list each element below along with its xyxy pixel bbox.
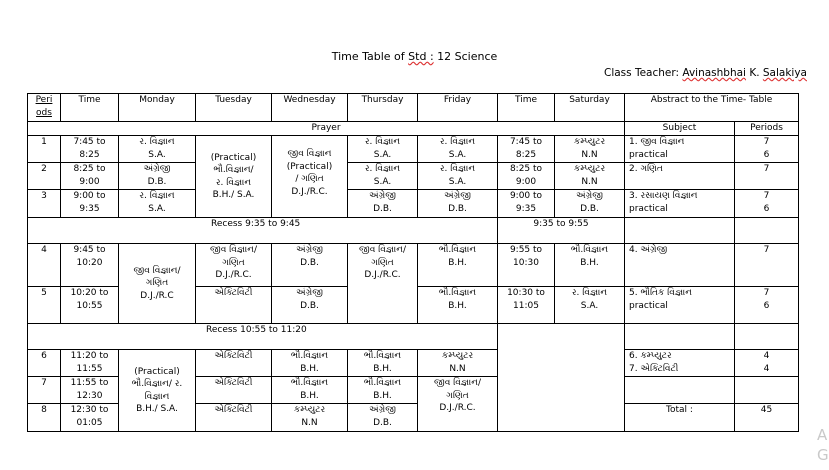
- abstract-empty: [625, 324, 735, 350]
- thursday-cell: અંગ્રેજી D.B.: [348, 190, 418, 218]
- saturday-time: 9:55 to 10:30: [498, 244, 555, 287]
- period-time: 8:25 to 9:00: [61, 163, 119, 190]
- friday-cell: અંગ્રેજી D.B.: [418, 190, 498, 218]
- abstract-subject: 4. અંગ્રેજી: [625, 244, 735, 287]
- abstract-empty: [735, 324, 799, 350]
- period-number: 7: [28, 377, 61, 404]
- header-time-saturday: Time: [498, 94, 555, 122]
- friday-cell: ભૌ.વિજ્ઞાન B.H.: [418, 244, 498, 287]
- abstract-empty: [735, 377, 799, 404]
- header-tuesday: Tuesday: [196, 94, 272, 122]
- tuesday-practical-cell: (Practical) ભૌ.વિજ્ઞાન/ ર. વિજ્ઞાન B.H./ S.A.: [196, 136, 272, 218]
- recess-saturday-label: 9:35 to 9:55: [498, 218, 625, 244]
- wednesday-cell: ભૌ.વિજ્ઞાન B.H.: [272, 350, 348, 377]
- header-time: Time: [61, 94, 119, 122]
- header-periods: Peri ods: [28, 94, 61, 122]
- period-time: 12:30 to 01:05: [61, 404, 119, 432]
- period-number: 1: [28, 136, 61, 163]
- tuesday-cell: એક્ટિવિટી: [196, 377, 272, 404]
- recess-label: Recess 9:35 to 9:45: [28, 218, 498, 244]
- page-title: Time Table of Std : 12 Science: [331, 50, 498, 63]
- saturday-time: 9:00 to 9:35: [498, 190, 555, 218]
- saturday-cell: કમ્પ્યુટર N.N: [555, 136, 625, 163]
- period-number: 6: [28, 350, 61, 377]
- prayer-cell: Prayer: [28, 122, 625, 136]
- saturday-cell: ર. વિજ્ઞાન S.A.: [555, 287, 625, 324]
- abstract-periods: 4 4: [735, 350, 799, 377]
- recess-row-1: [28, 218, 799, 244]
- friday-merged-cell: જીવ વિજ્ઞાન/ ગણિત D.J./R.C.: [418, 377, 498, 432]
- thursday-cell: ર. વિજ્ઞાન S.A.: [348, 163, 418, 190]
- wednesday-practical-cell: જીવ વિજ્ઞાન (Practical) / ગણિત D.J./R.C.: [272, 136, 348, 218]
- recess-row-2: [28, 324, 799, 350]
- monday-cell: ર. વિજ્ઞાન S.A.: [119, 190, 196, 218]
- header-friday: Friday: [418, 94, 498, 122]
- abstract-periods: 7: [735, 163, 799, 190]
- saturday-empty-block: [498, 324, 625, 432]
- subheader-periods: Periods: [735, 122, 799, 136]
- abstract-periods: 7 6: [735, 136, 799, 163]
- period-time: 11:20 to 11:55: [61, 350, 119, 377]
- period-number: 3: [28, 190, 61, 218]
- period-number: 4: [28, 244, 61, 287]
- header-monday: Monday: [119, 94, 196, 122]
- period-row-3: [28, 190, 799, 218]
- header-saturday: Saturday: [555, 94, 625, 122]
- saturday-cell: કમ્પ્યુટર N.N: [555, 163, 625, 190]
- saturday-time: 8:25 to 9:00: [498, 163, 555, 190]
- abstract-subject: 1. જીવ વિજ્ઞાન practical: [625, 136, 735, 163]
- period-row-1: [28, 136, 799, 163]
- wednesday-cell: અંગ્રેજી D.B.: [272, 244, 348, 287]
- period-number: 2: [28, 163, 61, 190]
- monday-cell: ર. વિજ્ઞાન S.A.: [119, 136, 196, 163]
- saturday-time: 10:30 to 11:05: [498, 287, 555, 324]
- wednesday-cell: ભૌ.વિજ્ઞાન B.H.: [272, 377, 348, 404]
- wednesday-cell: કમ્પ્યુટર N.N: [272, 404, 348, 432]
- total-value: 45: [735, 404, 799, 432]
- period-time: 11:55 to 12:30: [61, 377, 119, 404]
- period-time: 10:20 to 10:55: [61, 287, 119, 324]
- header-abstract: Abstract to the Time- Table: [625, 94, 799, 122]
- recess-label: Recess 10:55 to 11:20: [28, 324, 498, 350]
- tuesday-cell: એક્ટિવિટી: [196, 287, 272, 324]
- thursday-cell: ર. વિજ્ઞાન S.A.: [348, 136, 418, 163]
- thursday-cell: અંગ્રેજી D.B.: [348, 404, 418, 432]
- friday-cell: કમ્પ્યુટર N.N: [418, 350, 498, 377]
- abstract-subject: 5. ભૌતિક વિજ્ઞાન practical: [625, 287, 735, 324]
- total-label: Total :: [625, 404, 735, 432]
- tuesday-cell: એક્ટિવિટી: [196, 350, 272, 377]
- abstract-subject: 6. કમ્પ્યુટર 7. એક્ટિવિટી: [625, 350, 735, 377]
- prayer-row: [28, 122, 799, 136]
- abstract-subject: 3. રસાયણ વિજ્ઞાન practical: [625, 190, 735, 218]
- header-thursday: Thursday: [348, 94, 418, 122]
- abstract-subject: 2. ગણિત: [625, 163, 735, 190]
- period-time: 9:00 to 9:35: [61, 190, 119, 218]
- saturday-cell: ભૌ.વિજ્ઞાન B.H.: [555, 244, 625, 287]
- timetable: [27, 93, 799, 432]
- friday-cell: ભૌ.વિજ્ઞાન B.H.: [418, 287, 498, 324]
- abstract-periods: 7 6: [735, 190, 799, 218]
- abstract-periods: 7: [735, 244, 799, 287]
- friday-cell: ર. વિજ્ઞાન S.A.: [418, 136, 498, 163]
- abstract-empty: [625, 218, 735, 244]
- abstract-empty: [735, 218, 799, 244]
- thursday-cell: ભૌ.વિજ્ઞાન B.H.: [348, 377, 418, 404]
- tuesday-cell: જીવ વિજ્ઞાન/ ગણિત D.J./R.C.: [196, 244, 272, 287]
- period-row-6: [28, 350, 799, 377]
- friday-cell: ર. વિજ્ઞાન S.A.: [418, 163, 498, 190]
- class-teacher: Class Teacher: Avinashbhai K. Salakiya: [604, 67, 807, 79]
- monday-merged-cell: જીવ વિજ્ઞાન/ ગણિત D.J./R.C: [119, 244, 196, 324]
- period-number: 5: [28, 287, 61, 324]
- abstract-periods: 7 6: [735, 287, 799, 324]
- header-row: [28, 94, 799, 122]
- period-number: 8: [28, 404, 61, 432]
- monday-cell: અંગ્રેજી D.B.: [119, 163, 196, 190]
- period-time: 7:45 to 8:25: [61, 136, 119, 163]
- monday-practical-cell: (Practical) ભૌ.વિજ્ઞાન/ ર. વિજ્ઞાન B.H./ S.A.: [119, 350, 196, 432]
- tuesday-cell: એક્ટિવિટી: [196, 404, 272, 432]
- period-row-4: [28, 244, 799, 287]
- abstract-empty: [625, 377, 735, 404]
- period-time: 9:45 to 10:20: [61, 244, 119, 287]
- watermark: A G: [817, 426, 829, 464]
- thursday-merged-cell: જીવ વિજ્ઞાન/ ગણિત D.J./R.C.: [348, 244, 418, 324]
- thursday-cell: ભૌ.વિજ્ઞાન B.H.: [348, 350, 418, 377]
- header-wednesday: Wednesday: [272, 94, 348, 122]
- saturday-time: 7:45 to 8:25: [498, 136, 555, 163]
- wednesday-cell: અંગ્રેજી D.B.: [272, 287, 348, 324]
- saturday-cell: અંગ્રેજી D.B.: [555, 190, 625, 218]
- subheader-subject: Subject: [625, 122, 735, 136]
- period-row-2: [28, 163, 799, 190]
